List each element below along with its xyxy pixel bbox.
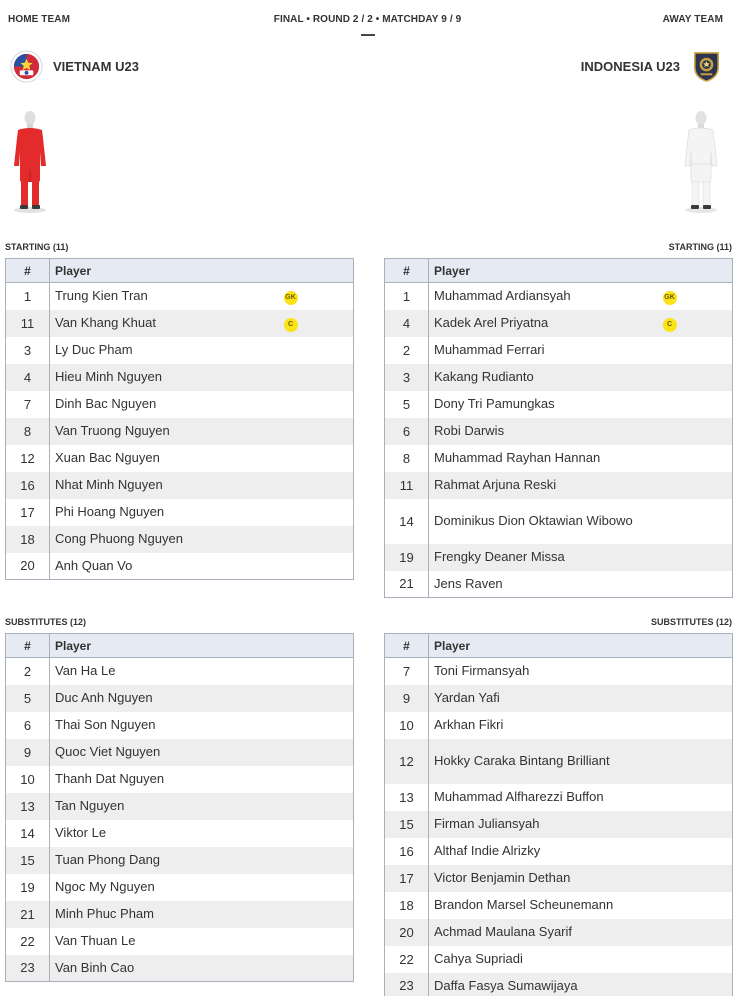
player-name: Victor Benjamin Dethan	[429, 865, 661, 892]
player-number: 15	[385, 811, 429, 838]
player-number: 22	[6, 928, 50, 955]
player-row	[6, 472, 354, 499]
player-name: Van Binh Cao	[50, 955, 282, 982]
score-separator	[361, 34, 375, 36]
player-row	[385, 445, 733, 472]
player-number: 18	[385, 892, 429, 919]
player-name: Arkhan Fikri	[434, 717, 504, 732]
player-row	[385, 838, 733, 865]
captain-badge: C	[663, 318, 677, 332]
player-name: Althaf Indie Alrizky	[434, 843, 541, 858]
player-role-cell	[282, 820, 354, 847]
match-info: FINAL • ROUND 2 / 2 • MATCHDAY 9 / 9	[273, 14, 462, 25]
player-number: 20	[385, 919, 429, 946]
player-row	[385, 391, 733, 418]
player-number: 9	[6, 739, 50, 766]
player-number: 15	[6, 847, 50, 874]
player-role-cell	[661, 811, 733, 838]
away-team-label: AWAY TEAM	[662, 14, 723, 25]
player-name: Hokky Caraka Bintang Brilliant	[429, 739, 661, 784]
player-name: Van Ha Le	[55, 663, 116, 679]
player-role-cell	[282, 685, 354, 712]
player-name: Quoc Viet Nguyen	[50, 739, 282, 766]
player-role-cell	[282, 418, 354, 445]
player-name: Trung Kien Tran	[55, 288, 148, 304]
player-name: Hieu Minh Nguyen	[50, 364, 282, 391]
player-name: Nhat Minh Nguyen	[50, 472, 282, 499]
player-row	[385, 811, 733, 838]
player-row	[6, 391, 354, 418]
player-number: 3	[385, 364, 429, 391]
player-role-cell	[661, 472, 733, 499]
player-role-cell	[661, 418, 733, 445]
player-role-cell	[661, 445, 733, 472]
player-name: Tuan Phong Dang	[50, 847, 282, 874]
player-row	[385, 418, 733, 445]
player-number: 19	[385, 544, 429, 571]
player-number: 6	[385, 418, 429, 445]
player-name: Van Truong Nguyen	[50, 418, 282, 445]
player-row	[6, 418, 354, 445]
player-number: 4	[6, 364, 50, 391]
player-role-cell	[282, 928, 354, 955]
player-row	[385, 712, 733, 739]
number-column-header: #	[6, 259, 50, 283]
player-role-cell	[282, 445, 354, 472]
player-name: Muhammad Ardiansyah	[434, 288, 571, 304]
player-name: Anh Quan Vo	[55, 557, 133, 573]
player-number: 13	[6, 793, 50, 820]
player-row	[6, 685, 354, 712]
away-starting-label: STARTING (11)	[668, 242, 732, 252]
player-column-header: Player	[429, 634, 733, 658]
player-name: Viktor Le	[55, 825, 107, 840]
player-row	[385, 865, 733, 892]
player-row	[385, 337, 733, 364]
home-starting-label: STARTING (11)	[5, 242, 69, 252]
player-number: 14	[385, 499, 429, 544]
player-name: Thai Son Nguyen	[55, 717, 156, 732]
away-kit-icon	[681, 108, 721, 214]
player-name: Cong Phuong Nguyen	[50, 526, 282, 553]
player-role-cell	[282, 553, 354, 580]
player-row	[6, 739, 354, 766]
player-name: Van Khang Khuat	[50, 310, 282, 337]
player-number: 17	[385, 865, 429, 892]
player-row	[385, 658, 733, 685]
player-name: Jens Raven	[434, 575, 503, 591]
player-row	[385, 946, 733, 973]
home-team-name: VIETNAM U23	[53, 59, 139, 74]
player-number: 3	[6, 337, 50, 364]
player-name: Muhammad Alfharezzi Buffon	[434, 789, 604, 804]
player-name: Rahmat Arjuna Reski	[429, 472, 661, 499]
player-row	[6, 793, 354, 820]
player-number: 7	[6, 391, 50, 418]
indonesia-crest-icon	[690, 50, 723, 83]
player-row	[6, 901, 354, 928]
player-role-cell	[282, 526, 354, 553]
player-number: 10	[6, 766, 50, 793]
player-row	[6, 364, 354, 391]
player-row	[385, 892, 733, 919]
player-row	[6, 445, 354, 472]
player-name: Phi Hoang Nguyen	[55, 504, 165, 519]
player-role-cell	[661, 784, 733, 811]
player-number: 21	[385, 571, 429, 598]
player-name: Minh Phuc Pham	[50, 901, 282, 928]
player-role-cell	[661, 571, 733, 598]
captain-badge: C	[284, 318, 298, 332]
player-number: 13	[385, 784, 429, 811]
player-name: Dony Tri Pamungkas	[434, 396, 555, 411]
player-row	[385, 685, 733, 712]
number-column-header: #	[385, 259, 429, 283]
player-role-cell	[282, 712, 354, 739]
away-starting-table	[384, 258, 733, 598]
player-row	[385, 571, 733, 598]
player-number: 10	[385, 712, 429, 739]
player-number: 18	[6, 526, 50, 553]
player-row	[6, 283, 354, 310]
player-role-cell	[282, 364, 354, 391]
player-row	[385, 544, 733, 571]
home-kit-icon	[10, 108, 50, 214]
home-substitutes-table	[5, 633, 354, 982]
player-number: 11	[6, 310, 50, 337]
player-row	[6, 766, 354, 793]
player-number: 2	[385, 337, 429, 364]
player-role-cell	[282, 283, 354, 310]
player-role-cell	[282, 499, 354, 526]
player-name: Daffa Fasya Sumawijaya	[429, 973, 661, 996]
player-row	[6, 658, 354, 685]
player-number: 23	[385, 973, 429, 996]
player-number: 1	[6, 283, 50, 310]
player-name: Van Thuan Le	[55, 933, 136, 948]
player-row	[6, 820, 354, 847]
player-role-cell	[282, 472, 354, 499]
player-number: 4	[385, 310, 429, 337]
player-role-cell	[661, 712, 733, 739]
player-role-cell	[282, 901, 354, 928]
player-role-cell	[282, 874, 354, 901]
player-role-cell	[282, 766, 354, 793]
player-name: Achmad Maulana Syarif	[429, 919, 661, 946]
player-role-cell	[661, 364, 733, 391]
home-team-header	[10, 50, 139, 83]
player-name: Xuan Bac Nguyen	[55, 450, 160, 465]
player-row	[385, 973, 733, 996]
player-name: Frengky Deaner Missa	[429, 544, 661, 571]
player-row	[6, 874, 354, 901]
player-row	[385, 472, 733, 499]
player-role-cell	[661, 283, 733, 310]
player-role-cell	[282, 337, 354, 364]
player-role-cell	[661, 499, 733, 544]
player-row	[6, 847, 354, 874]
player-number: 2	[6, 658, 50, 685]
player-role-cell	[282, 310, 354, 337]
player-name: Thanh Dat Nguyen	[55, 771, 165, 786]
number-column-header: #	[6, 634, 50, 658]
player-name: Toni Firmansyah	[434, 663, 530, 679]
player-row	[385, 283, 733, 310]
player-role-cell	[282, 739, 354, 766]
player-row	[385, 784, 733, 811]
player-number: 7	[385, 658, 429, 685]
player-number: 6	[6, 712, 50, 739]
player-number: 17	[6, 499, 50, 526]
player-number: 23	[6, 955, 50, 982]
player-name: Dominikus Dion Oktawian Wibowo	[434, 513, 633, 528]
player-role-cell	[661, 865, 733, 892]
player-name: Firman Juliansyah	[429, 811, 661, 838]
player-column-header: Player	[50, 634, 354, 658]
player-row	[6, 337, 354, 364]
player-role-cell	[661, 838, 733, 865]
goalkeeper-badge: GK	[663, 291, 677, 305]
player-row	[6, 928, 354, 955]
player-name: Duc Anh Nguyen	[50, 685, 282, 712]
player-name: Kadek Arel Priyatna	[429, 310, 661, 337]
player-number: 19	[6, 874, 50, 901]
away-substitutes-table	[384, 633, 733, 996]
player-number: 14	[6, 820, 50, 847]
player-role-cell	[282, 658, 354, 685]
home-team-label: HOME TEAM	[8, 14, 71, 25]
player-number: 9	[385, 685, 429, 712]
player-name: Dinh Bac Nguyen	[55, 396, 157, 411]
away-team-name: INDONESIA U23	[580, 59, 680, 74]
player-row	[6, 499, 354, 526]
player-role-cell	[661, 919, 733, 946]
player-name: Muhammad Ferrari	[434, 342, 545, 357]
player-name: Ngoc My Nguyen	[55, 879, 155, 894]
player-role-cell	[282, 955, 354, 982]
player-number: 22	[385, 946, 429, 973]
player-number: 12	[385, 739, 429, 784]
player-role-cell	[661, 973, 733, 996]
player-role-cell	[661, 685, 733, 712]
player-number: 20	[6, 553, 50, 580]
away-substitutes-label: SUBSTITUTES (12)	[650, 617, 732, 627]
player-number: 12	[6, 445, 50, 472]
player-role-cell	[661, 544, 733, 571]
player-name: Cahya Supriadi	[434, 951, 523, 966]
player-number: 8	[6, 418, 50, 445]
player-role-cell	[661, 739, 733, 784]
player-number: 21	[6, 901, 50, 928]
player-role-cell	[282, 391, 354, 418]
player-number: 5	[6, 685, 50, 712]
player-role-cell	[282, 847, 354, 874]
player-name: Brandon Marsel Scheunemann	[434, 897, 614, 912]
player-role-cell	[661, 391, 733, 418]
player-row	[6, 712, 354, 739]
player-number: 5	[385, 391, 429, 418]
player-row	[6, 310, 354, 337]
player-name: Muhammad Rayhan Hannan	[434, 450, 601, 465]
player-column-header: Player	[429, 259, 733, 283]
player-number: 16	[385, 838, 429, 865]
player-name: Ly Duc Pham	[55, 342, 133, 357]
player-name: Robi Darwis	[429, 418, 661, 445]
player-number: 8	[385, 445, 429, 472]
player-number: 16	[6, 472, 50, 499]
number-column-header: #	[385, 634, 429, 658]
player-number: 1	[385, 283, 429, 310]
player-row	[385, 364, 733, 391]
player-name: Yardan Yafi	[429, 685, 661, 712]
home-substitutes-label: SUBSTITUTES (12)	[5, 617, 87, 627]
player-role-cell	[282, 793, 354, 820]
player-row	[6, 526, 354, 553]
player-role-cell	[661, 658, 733, 685]
player-number: 11	[385, 472, 429, 499]
player-row	[385, 310, 733, 337]
vietnam-crest-icon	[10, 50, 43, 83]
player-row	[385, 919, 733, 946]
player-column-header: Player	[50, 259, 354, 283]
player-row	[385, 739, 733, 784]
away-team-header	[581, 50, 723, 83]
player-row	[6, 955, 354, 982]
player-role-cell	[661, 892, 733, 919]
player-role-cell	[661, 310, 733, 337]
player-name: Tan Nguyen	[50, 793, 282, 820]
player-role-cell	[661, 337, 733, 364]
player-row	[6, 553, 354, 580]
player-name: Kakang Rudianto	[429, 364, 661, 391]
home-starting-table	[5, 258, 354, 580]
player-row	[385, 499, 733, 544]
player-role-cell	[661, 946, 733, 973]
goalkeeper-badge: GK	[284, 291, 298, 305]
